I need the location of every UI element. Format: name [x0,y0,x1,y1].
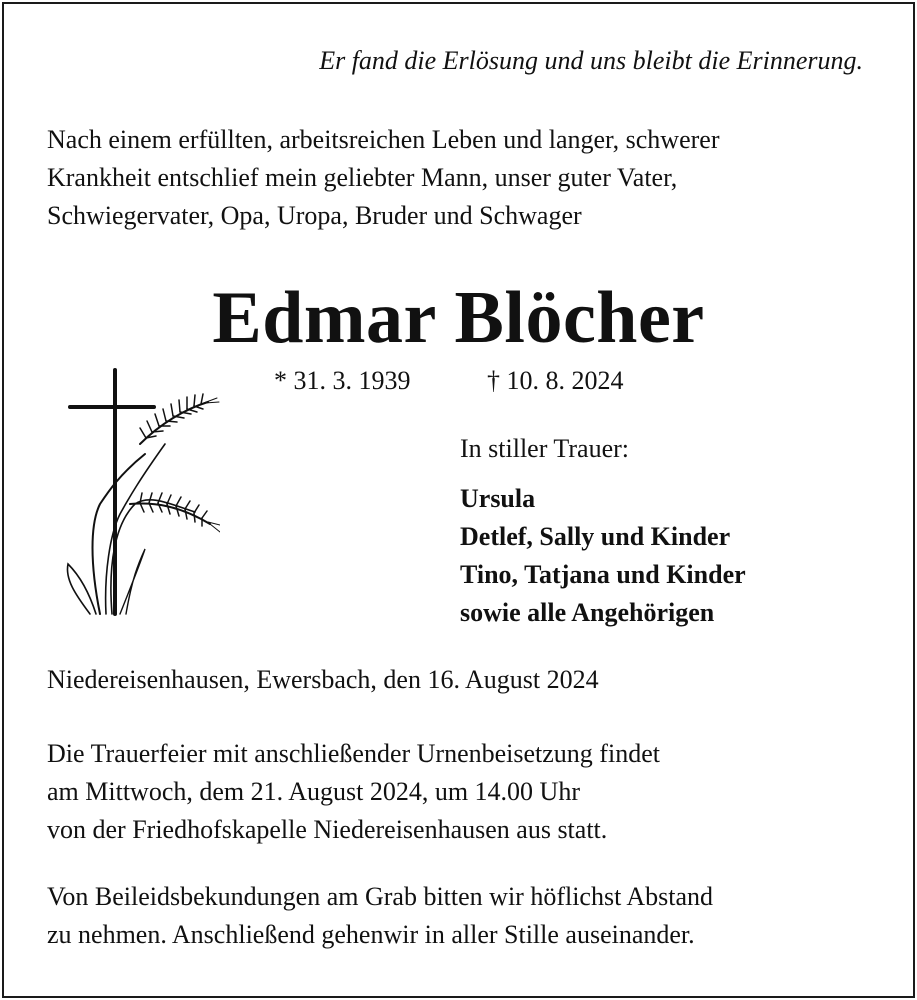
intro-text [47,121,719,235]
ceremony-details [47,735,660,849]
ceremony-line: von der Friedhofskapelle Niedereisenhausen aus statt. [47,815,608,844]
place-and-date: Niedereisenhausen, Ewersbach, den 16. August 2024 [47,665,599,694]
obituary-notice [2,2,915,998]
intro-line: Krankheit entschlief mein geliebter Mann, unser guter Vater, [47,163,678,192]
motto: Er fand die Erlösung und uns bleibt die Erinnerung. [319,46,863,75]
death-date: † 10. 8. 2024 [487,366,624,395]
mourner-entry: sowie alle Angehörigen [460,598,715,627]
cross-with-wheat-icon [60,364,220,619]
mourner-entry: Tino, Tatjana und Kinder [460,560,746,589]
ceremony-line: Die Trauerfeier mit anschließender Urnenbeisetzung findet [47,739,660,768]
deceased-name: Edmar Blöcher [212,277,705,359]
mourner-entry: Detlef, Sally und Kinder [460,522,731,551]
condolence-request [47,878,713,954]
mourning-heading: In stiller Trauer: [460,434,629,463]
request-line: zu nehmen. Anschließend gehenwir in aller Stille auseinander. [47,920,695,949]
mourners-list [460,480,746,632]
request-line: Von Beileidsbekundungen am Grab bitten wir höflichst Abstand [47,882,714,911]
birth-date: * 31. 3. 1939 [274,366,411,395]
ceremony-line: am Mittwoch, dem 21. August 2024, um 14.00 Uhr [47,777,580,806]
mourner-entry: Ursula [460,484,536,513]
intro-line: Schwiegervater, Opa, Uropa, Bruder und Schwager [47,201,582,230]
intro-line: Nach einem erfüllten, arbeitsreichen Leben und langer, schwerer [47,125,720,154]
